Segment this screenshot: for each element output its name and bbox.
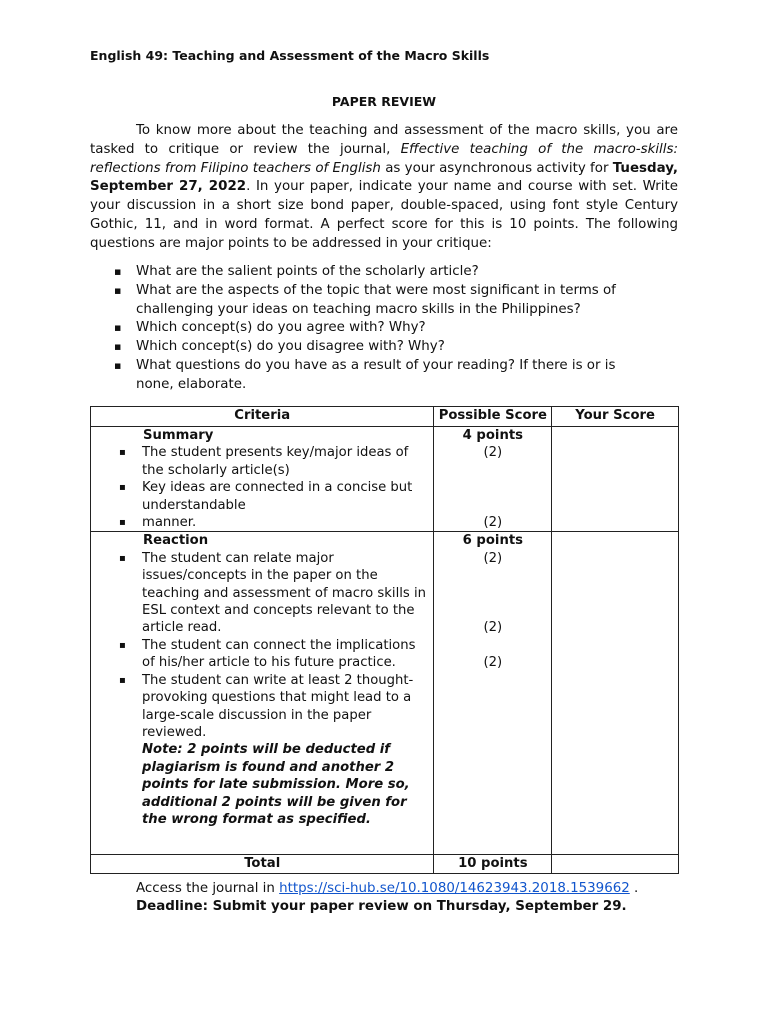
list-item: ▪ What are the aspects of the topic that were most significant in terms of challenging your ideas on teaching macro skills in the Philippines? <box>114 282 654 320</box>
column-header-criteria: Criteria <box>91 407 434 427</box>
intro-text-1: To know more about the teaching and assessment of the macro skills, you are tasked to critique or review the journal, <box>90 123 678 157</box>
list-item: ▪ manner. <box>91 514 433 531</box>
journal-link[interactable]: https://sci-hub.se/10.1080/14623943.2018.1539662 <box>279 881 630 896</box>
list-item: ▪ The student can relate major issues/concepts in the paper on the teaching and assessment of macro skills in ESL context and concepts relevant to the article read. <box>91 550 433 637</box>
page-title: PAPER REVIEW <box>331 94 437 109</box>
instructions-paragraph <box>90 122 678 254</box>
access-prefix: Access the journal in <box>136 881 280 896</box>
summary-score-cell <box>434 427 552 532</box>
list-item: ▪ Which concept(s) do you agree with? Why? <box>114 319 654 338</box>
reaction-points: 6 points <box>462 533 523 549</box>
journal-title: Effective teaching of the macro-skills: reflections from Filipino teachers of English <box>90 141 678 176</box>
list-item: ▪ What are the salient points of the scholarly article? <box>114 263 654 282</box>
total-label: Total <box>91 855 434 873</box>
summary-title: Summary <box>143 428 214 443</box>
list-item: ▪ Which concept(s) do you disagree with? Why? <box>114 338 654 357</box>
table-row-summary <box>91 427 679 532</box>
column-header-possible-score: Possible Score <box>434 407 552 427</box>
table-row-total <box>91 855 679 873</box>
rubric-table <box>90 406 679 874</box>
summary-criteria-list <box>91 444 433 531</box>
plagiarism-note: Note: 2 points will be deducted if plagiarism is found and another 2 points for late submission. More so, additional 2 points will be given for the wrong format as specified. <box>142 742 410 827</box>
reaction-criteria-list <box>91 550 433 741</box>
intro-text-3: . In your paper, indicate your name and course with set. Write your discussion in a short size bond paper, double-spaced, using font style Century Gothic, 11, and in word format. A perfect score for this is 10 points. The following questions are major points to be addressed in your critique: <box>90 179 678 251</box>
summary-your-score-cell <box>552 427 679 532</box>
list-item: ▪ The student can connect the implications of his/her article to his future practice. <box>91 637 433 672</box>
summary-criteria-cell <box>91 427 434 532</box>
reaction-criteria-cell <box>91 532 434 855</box>
total-your-score-cell <box>552 855 679 873</box>
list-item: ▪ The student presents key/major ideas of the scholarly article(s) <box>91 444 433 479</box>
column-header-your-score: Your Score <box>552 407 679 427</box>
journal-access-line <box>136 880 638 899</box>
table-row-reaction <box>91 532 679 855</box>
guide-questions-list <box>114 263 654 395</box>
course-title: English 49: Teaching and Assessment of the Macro Skills <box>90 48 490 63</box>
total-points: 10 points <box>434 855 552 873</box>
score-value: (2) <box>483 550 503 566</box>
table-header-row <box>91 407 679 427</box>
reaction-title: Reaction <box>143 533 209 549</box>
list-item: ▪ The student can write at least 2 thought-provoking questions that might lead to a large-scale discussion in the paper reviewed. <box>91 672 433 742</box>
summary-points: 4 points <box>462 428 523 443</box>
score-value: (2) <box>483 445 503 461</box>
deadline-text: Deadline: Submit your paper review on Thursday, September 29. <box>136 899 627 914</box>
reaction-your-score-cell <box>552 532 679 855</box>
list-item: ▪ Key ideas are connected in a concise but understandable <box>91 479 433 514</box>
score-value: (2) <box>483 514 503 530</box>
intro-text-2: as your asynchronous activity for <box>380 160 613 176</box>
score-value: (2) <box>483 620 503 636</box>
list-item: ▪ What questions do you have as a result of your reading? If there is or is none, elaborate. <box>114 357 654 395</box>
score-value: (2) <box>483 654 503 670</box>
due-date: Tuesday, September 27, 2022 <box>90 160 678 195</box>
reaction-score-cell <box>434 532 552 855</box>
access-suffix: . <box>629 881 639 896</box>
